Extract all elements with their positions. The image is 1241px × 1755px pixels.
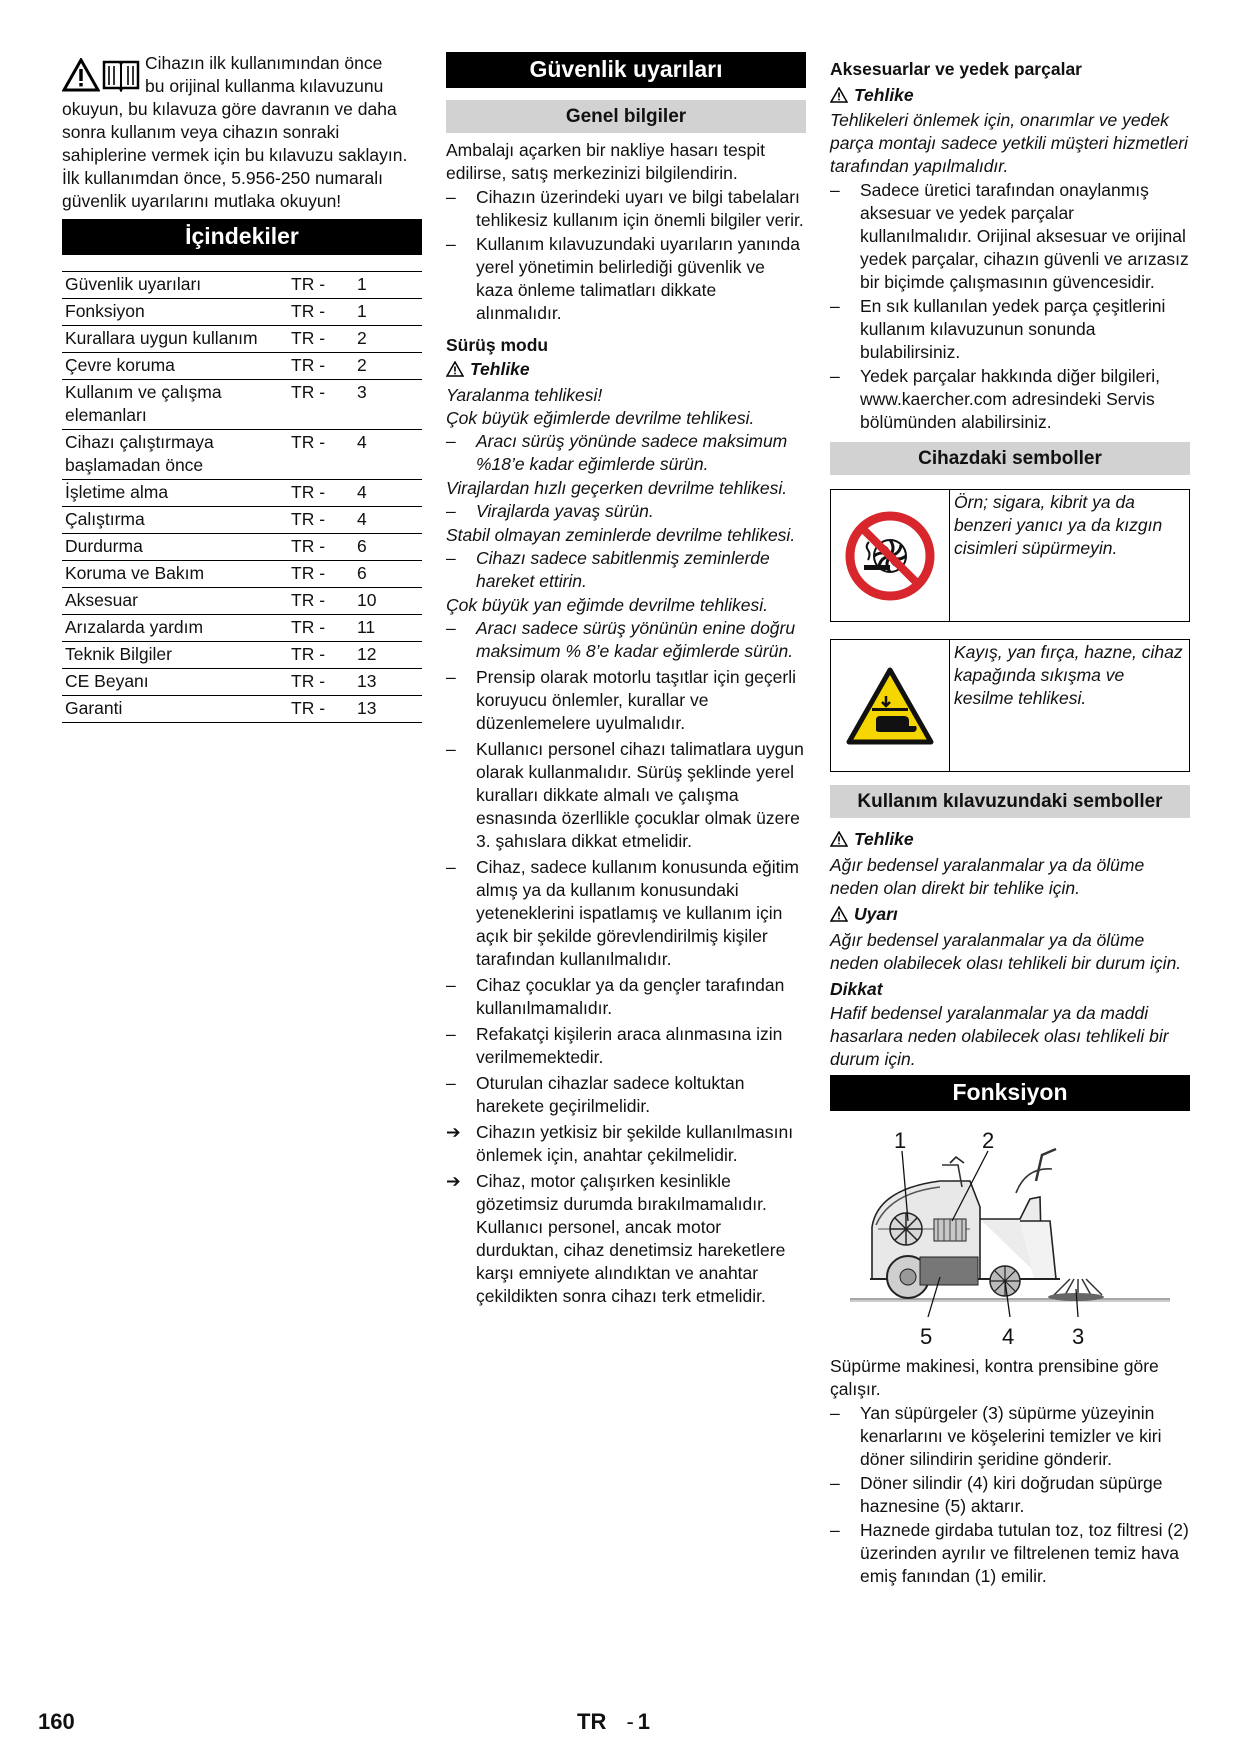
toc-row[interactable] [62,430,422,480]
symbol-text-crush: Kayış, yan fırça, hazne, cihaz kapağında sıkışma ve kesilme tehlikesi. [954,642,1183,708]
list-item: – En sık kullanılan yedek parça çeşitlerini kullanım kılavuzunun sonunda bulabilirsiniz. [830,296,1166,362]
manual-danger-text: Ağır bedensel yaralanmalar ya da ölüme neden olan direkt bir tehlike için. [830,855,1145,898]
no-fire-icon [831,490,950,621]
toc-tr: TR - [288,353,354,380]
toc-row[interactable] [62,534,422,561]
danger-label-text: Tehlike [470,359,530,379]
warning-triangle-icon [830,830,848,853]
toc-title: Cihazı çalıştırmaya başlamadan önce [62,430,288,480]
warning-triangle-icon [830,86,848,109]
toc-row[interactable] [62,669,422,696]
toc-page: 4 [354,507,422,534]
list-item: – Yedek parçalar hakkında diğer bilgileri, www.kaercher.com adresindeki Servis bölümünden alabilirsiniz. [830,366,1160,432]
toc-title: Durdurma [62,534,288,561]
list-item: – Prensip olarak motorlu taşıtlar için geçerli koruyucu önlemler, kurallar ve düzenlemelere uyulmalıdır. [446,667,796,733]
toc-page: 13 [354,696,422,723]
toc-tr: TR - [288,272,354,299]
accessories-danger-text: Tehlikeleri önlemek için, onarımlar ve yedek parça montajı sadece yetkili müşteri hizmetleri tarafından yapılmalıdır. [830,110,1188,176]
toc-page: 10 [354,588,422,615]
column-right [830,52,1190,1588]
toc-title: Koruma ve Bakım [62,561,288,588]
toc-page: 3 [354,380,422,430]
toc-row[interactable] [62,326,422,353]
manual-warning-text: Ağır bedensel yaralanmalar ya da ölüme neden olabilecek olası tehlikeli bir durum için. [830,930,1182,973]
toc-title: Çalıştırma [62,507,288,534]
toc-title: Çevre koruma [62,353,288,380]
toc-page: 4 [354,480,422,507]
toc-row[interactable] [62,299,422,326]
general-intro: Ambalajı açarken bir nakliye hasarı tespit edilirse, satış merkezinizi bilgilendirin. [446,140,766,183]
toc-title: Aksesuar [62,588,288,615]
list-item: – Döner silindir (4) kiri doğrudan süpürge haznesine (5) aktarır. [830,1473,1163,1516]
toc-title: Teknik Bilgiler [62,642,288,669]
manual-warning-label: Uyarı [830,903,1190,928]
intro-second: İlk kullanımdan önce, 5.956-250 numaralı güvenlik uyarılarını mutlaka okuyun! [62,168,384,211]
list-item: – Haznede girdaba tutulan toz, toz filtresi (2) üzerinden ayrılır ve filtrelenen temiz hava emiş fanından (1) emilir. [830,1520,1189,1586]
device-symbols-heading: Cihazdaki semboller [830,442,1190,475]
symbol-box-fire [830,489,1190,622]
drive-d5: Çok büyük yan eğimde devrilme tehlikesi. [446,595,768,615]
arrow-list [446,1121,806,1308]
toc-row[interactable] [62,588,422,615]
list-item: – Kullanım kılavuzundaki uyarıların yanında yerel yönetimin belirlediği güvenlik ve kaza önleme talimatları dikkate alınmalıdır. [446,234,800,323]
manual-caution-text: Hafif bedensel yaralanmalar ya da maddi hasarlara neden olabilecek olası tehlikeli bir durum için. [830,1003,1169,1069]
toc-tr: TR - [288,299,354,326]
drive-d3: Virajlardan hızlı geçerken devrilme tehlikesi. [446,478,788,498]
figure-label-1: 1 [894,1128,907,1153]
manual-book-icon [101,58,141,98]
toc-page: 4 [354,430,422,480]
toc-tr: TR - [288,507,354,534]
toc-row[interactable] [62,480,422,507]
drive-d2-item: – Aracı sürüş yönünde sadece maksimum %18’e kadar eğimlerde sürün. [446,431,788,474]
list-item: – Cihaz çocuklar ya da gençler tarafından kullanılmamalıdır. [446,975,785,1018]
toc-title: CE Beyanı [62,669,288,696]
drive-d5-item: – Aracı sadece sürüş yönünün enine doğru maksimum % 8’e kadar eğimlerde sürün. [446,618,796,661]
toc-row[interactable] [62,507,422,534]
toc-tr: TR - [288,326,354,353]
toc-tr: TR - [288,480,354,507]
toc-row[interactable] [62,561,422,588]
manual-symbols-heading: Kullanım kılavuzundaki semboller [830,785,1190,818]
list-item: – Sadece üretici tarafından onaylanmış aksesuar ve yedek parçalar kullanılmalıdır. Orijinal aksesuar ve orijinal yedek parçalar, cihazın güvenli ve arızasız bir biçimde çalışmasının güvencesidir. [830,180,1189,292]
intro-line-1: Cihazın ilk kullanımından önce [145,53,383,73]
toc-page: 1 [354,299,422,326]
toc-title: Güvenlik uyarıları [62,272,288,299]
figure-label-5: 5 [920,1324,933,1349]
symbol-text-fire: Örn; sigara, kibrit ya da benzeri yanıcı ya da kızgın cisimleri süpürmeyin. [954,492,1163,558]
toc-tr: TR - [288,534,354,561]
toc-title: Garanti [62,696,288,723]
function-heading: Fonksiyon [830,1075,1190,1111]
toc-tr: TR - [288,696,354,723]
function-figure [830,1129,1190,1359]
toc-heading: İçindekiler [62,219,422,255]
general-list [446,186,806,325]
drive-d1: Yaralanma tehlikesi! [446,385,603,405]
toc-tr: TR - [288,430,354,480]
function-list [830,1402,1190,1588]
warning-triangle-icon [830,905,848,928]
list-item: – Kullanıcı personel cihazı talimatlara uygun olarak kullanmalıdır. Sürüş şeklinde yerel kuralları dikkate almalı ve çalışma esnasında özerllikle çocuklar olmak üzere 3. şahıslara dikkat etmelidir. [446,739,804,851]
toc-row[interactable] [62,642,422,669]
list-item: – Cihazın üzerindeki uyarı ve bilgi tabelaları tehlikesiz kullanım için önemli bilgiler verir. [446,187,804,230]
accessories-danger-label: Tehlike [830,84,1190,109]
toc-page: 13 [354,669,422,696]
toc-tr: TR - [288,380,354,430]
toc-title: Kurallara uygun kullanım [62,326,288,353]
column-left [62,52,422,723]
drive-d3-item: – Virajlarda yavaş sürün. [446,501,654,521]
symbol-box-crush [830,639,1190,772]
toc-title: İşletime alma [62,480,288,507]
toc-tr: TR - [288,642,354,669]
list-item: – Cihaz, sadece kullanım konusunda eğitim almış ya da kullanım konusundaki yeteneklerini ispatlamış ve kullanım için açık bir şekilde görevlendirilmiş kişiler tarafından kullanılmalıdır. [446,857,799,969]
drive-d4-item: – Cihazı sadece sabitlenmiş zeminlerde hareket ettirin. [446,548,770,591]
function-intro: Süpürme makinesi, kontra prensibine göre çalışır. [830,1356,1159,1399]
toc-page: 11 [354,615,422,642]
page-number: 160 [38,1709,75,1734]
manual-caution-label: Dikkat [830,979,883,999]
warning-triangle-icon [62,58,100,98]
drive-mode-heading: Sürüş modu [446,335,549,355]
toc-page: 12 [354,642,422,669]
drive-d2: Çok büyük eğimlerde devrilme tehlikesi. [446,408,755,428]
toc-row[interactable] [62,272,422,299]
drive-danger-label [446,358,806,383]
list-item: – Oturulan cihazlar sadece koltuktan harekete geçirilmelidir. [446,1073,745,1116]
column-middle [446,52,806,1308]
intro-text: okuyun, bu kılavuza göre davranın ve daha sonra kullanım veya cihazın sonraki sahiplerine vermek için bu kılavuzu saklayın. [62,99,408,165]
intro-line-2: bu orijinal kullanma kılavuzunu [145,76,384,96]
toc-row[interactable] [62,696,422,723]
list-item: – Yan süpürgeler (3) süpürme yüzeyinin kenarlarını ve köşelerini temizler ve kiri döner silindirin şeridine gönderir. [830,1403,1162,1469]
toc-tr: TR - [288,615,354,642]
toc-row[interactable] [62,615,422,642]
list-item: ➔ Cihazın yetkisiz bir şekilde kullanılmasını önlemek için, anahtar çekilmelidir. [446,1122,794,1165]
toc-page: 6 [354,534,422,561]
toc-tr: TR - [288,669,354,696]
list-item: – Refakatçi kişilerin araca alınmasına izin verilmemektedir. [446,1024,783,1067]
general-info-heading: Genel bilgiler [446,100,806,133]
accessories-heading: Aksesuarlar ve yedek parçalar [830,59,1082,79]
toc-table [62,271,422,723]
toc-title: Arızalarda yardım [62,615,288,642]
toc-row[interactable] [62,353,422,380]
figure-label-4: 4 [1002,1324,1015,1349]
toc-tr: TR - [288,588,354,615]
toc-tr: TR - [288,561,354,588]
intro [62,52,422,213]
hand-crush-icon [831,640,950,771]
list-item: ➔ Cihaz, motor çalışırken kesinlikle gözetimsiz durumda bırakılmamalıdır. Kullanıcı personel, ancak motor durduktan, cihaz denetimsiz hareketlere karşı emniyete alındıktan ve anahtar çekildikten sonra cihazı terk etmelidir. [446,1171,786,1306]
toc-row[interactable] [62,380,422,430]
figure-label-3: 3 [1072,1324,1085,1349]
figure-label-2: 2 [982,1128,995,1153]
toc-title: Kullanım ve çalışma elemanları [62,380,288,430]
footer-lang: TR - 1 [577,1709,651,1734]
toc-page: 2 [354,353,422,380]
toc-page: 2 [354,326,422,353]
safety-heading: Güvenlik uyarıları [446,52,806,88]
accessories-list [830,179,1190,434]
arrow-right-icon: ➔ [446,1171,461,1191]
toc-page: 6 [354,561,422,588]
drive-d4: Stabil olmayan zeminlerde devrilme tehlikesi. [446,525,796,545]
toc-title: Fonksiyon [62,299,288,326]
safety-list [446,666,806,1118]
warning-triangle-icon [446,360,464,383]
arrow-right-icon: ➔ [446,1122,461,1142]
toc-page: 1 [354,272,422,299]
manual-danger-label: Tehlike [830,828,1190,853]
